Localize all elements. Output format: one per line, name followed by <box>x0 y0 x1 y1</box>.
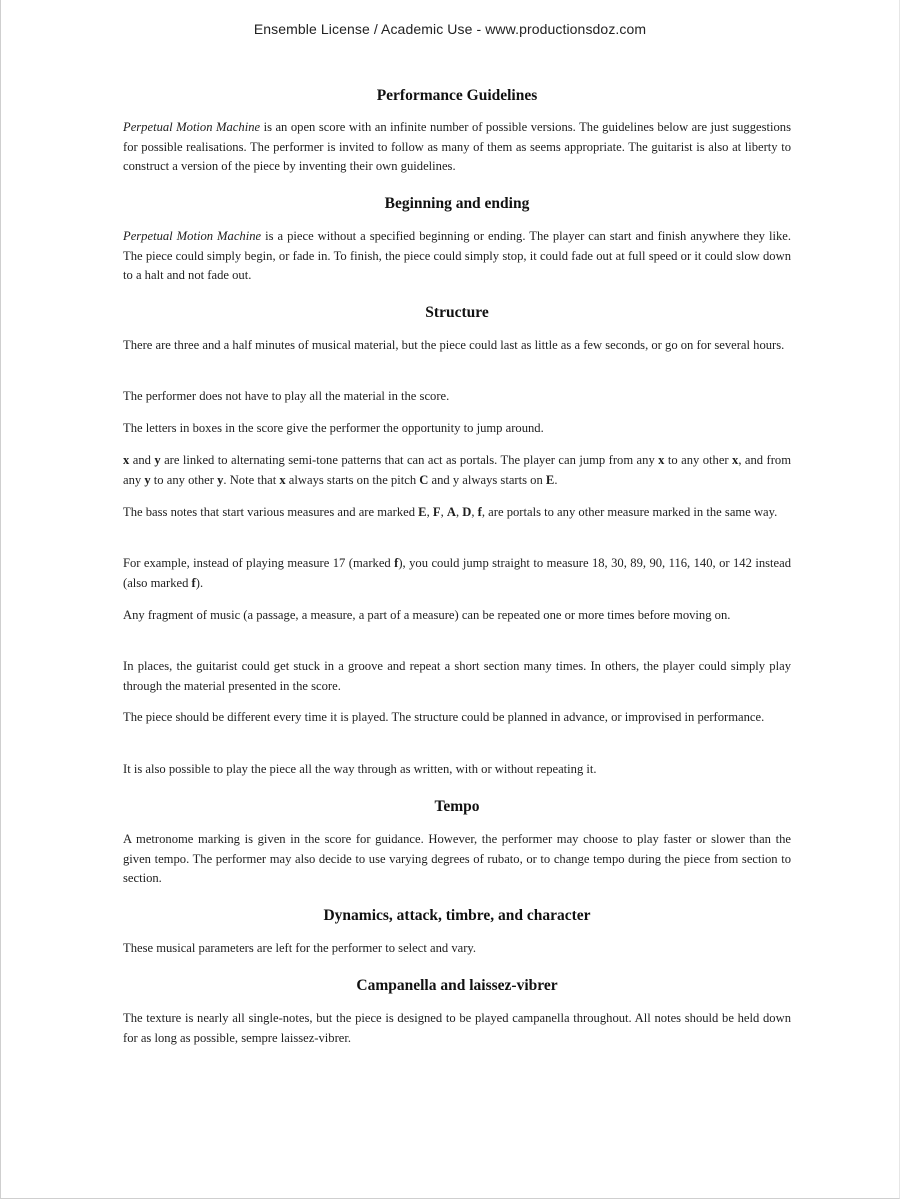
license-header: Ensemble License / Academic Use - www.productionsdoz.com <box>253 21 647 37</box>
paragraph-structure-duration: There are three and a half minutes of musical material, but the piece could last as little as a few seconds, or go on for several hours. <box>123 338 785 352</box>
paragraph-structure-groove: In places, the guitarist could get stuck in a groove and repeat a short section many times. In others, the player could simply play through the material presented in the score. <box>123 659 791 693</box>
heading-dynamics: Dynamics, attack, timbre, and character <box>323 907 591 924</box>
paragraph-structure-material: The performer does not have to play all the material in the score. <box>123 389 450 403</box>
paragraph-structure-letters: The letters in boxes in the score give the performer the opportunity to jump around. <box>123 421 544 435</box>
paragraph-structure-portals: x and y are linked to alternating semi-tone patterns that can act as portals. The player can jump from any x to any other x, and from any y to any other y. Note that x always starts on the pitch C and y always starts on E. <box>123 453 792 487</box>
piece-title: Perpetual Motion Machine <box>123 120 261 134</box>
heading-structure: Structure <box>425 304 489 321</box>
heading-campanella: Campanella and laissez-vibrer <box>356 977 558 994</box>
paragraph-performance-intro: Perpetual Motion Machine is an open score with an infinite number of possible versions. The guidelines below are just suggestions for possible realisations. The performer is invited to follow as many of them as seems appropriate. The guitarist is also at liberty to construct a version of the piece by inventing their own guidelines. <box>123 120 791 173</box>
heading-performance-guidelines: Performance Guidelines <box>376 87 538 104</box>
paragraph-beginning-ending: Perpetual Motion Machine is a piece without a specified beginning or ending. The player can start and finish anywhere they like. The piece could simply begin, or fade in. To finish, the piece could simply stop, it could fade out at full speed or it could slow down to a halt and not fade out. <box>123 229 791 282</box>
paragraph-campanella: The texture is nearly all single-notes, but the piece is designed to be played campanella throughout. All notes should be held down for as long as possible, sempre laissez-vibrer. <box>123 1011 791 1045</box>
paragraph-dynamics: These musical parameters are left for the performer to select and vary. <box>123 941 477 955</box>
paragraph-structure-bass-notes: The bass notes that start various measures and are marked E, F, A, D, f, are portals to any other measure marked in the same way. <box>123 505 778 519</box>
piece-title: Perpetual Motion Machine <box>123 229 262 243</box>
heading-tempo: Tempo <box>434 798 480 815</box>
paragraph-structure-example: For example, instead of playing measure 17 (marked f), you could jump straight to measure 18, 30, 89, 90, 116, 140, or 142 instead (also marked f). <box>123 556 791 590</box>
paragraph-structure-different: The piece should be different every time it is played. The structure could be planned in advance, or improvised in performance. <box>123 710 765 724</box>
paragraph-structure-through: It is also possible to play the piece all the way through as written, with or without repeating it. <box>123 762 597 776</box>
heading-beginning-ending: Beginning and ending <box>384 195 530 212</box>
paragraph-structure-fragment: Any fragment of music (a passage, a measure, a part of a measure) can be repeated one or more times before moving on. <box>123 608 731 622</box>
paragraph-tempo: A metronome marking is given in the score for guidance. However, the performer may choose to play faster or slower than the given tempo. The performer may also decide to use varying degrees of rubato, or to change tempo during the piece from section to section. <box>123 832 791 885</box>
